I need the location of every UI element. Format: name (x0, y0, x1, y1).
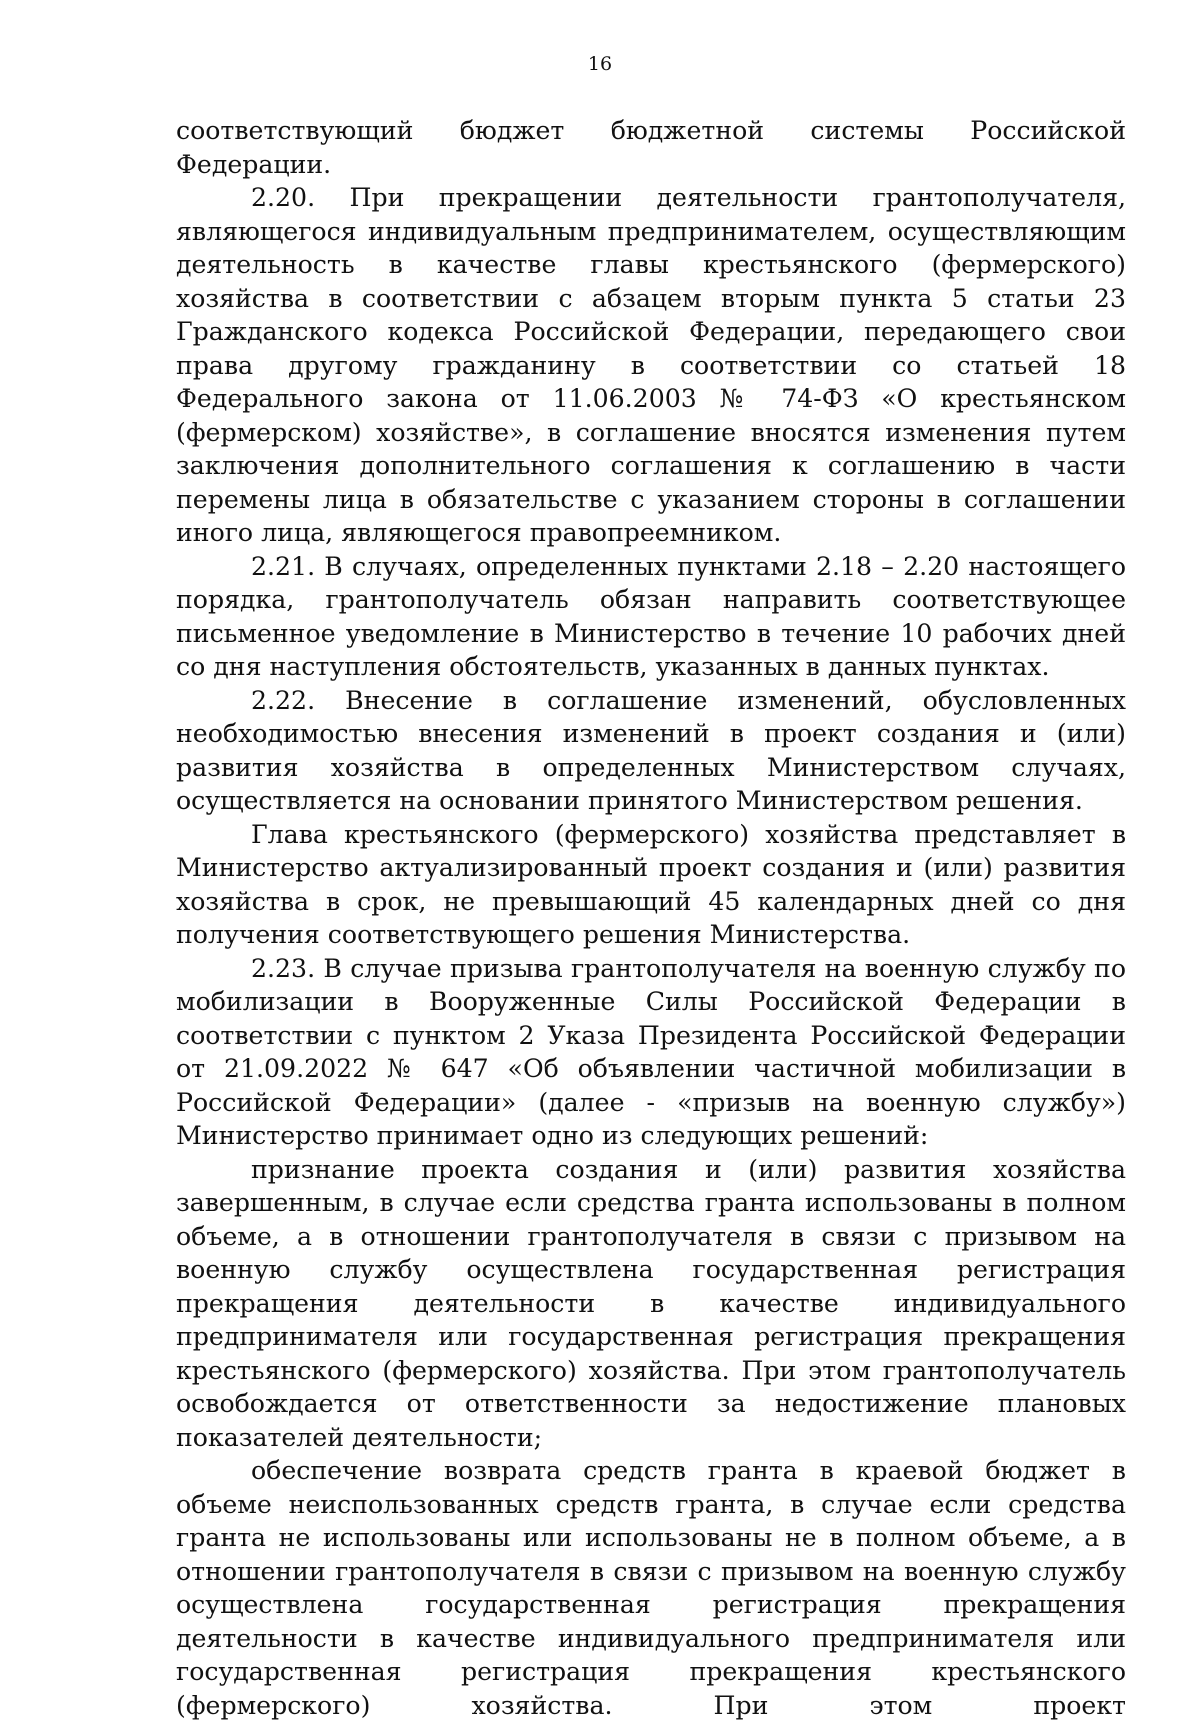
page-number: 16 (587, 53, 613, 75)
paragraph-2-20: 2.20. При прекращении деятельности грантополучателя, являющегося индивидуальным предпринимателем, осуществляющим деятельность в качестве главы крестьянского (фермерского) хозяйства в соответствии с абзацем вторым пункта 5 статьи 23 Гражданского кодекса Российской Федерации, передающего свои права другому гражданину в соответствии со статьей 18 Федерального закона от 11.06.2003 № 74-ФЗ «О крестьянском (фермерском) хозяйстве», в соглашение вносятся изменения путем заключения дополнительного соглашения к соглашению в части перемены лица в обязательстве с указанием стороны в соглашении иного лица, являющегося правопреемником. (176, 183, 1126, 547)
paragraph-2-21: 2.21. В случаях, определенных пунктами 2.18 – 2.20 настоящего порядка, грантополучатель обязан направить соответствующее письменное уведомление в Министерство в течение 10 рабочих дней со дня наступления обстоятельств, указанных в данных пунктах. (176, 551, 1126, 681)
paragraph-decision-refund: обеспечение возврата средств гранта в краевой бюджет в объеме неиспользованных средств гранта, в случае если средства гранта не использованы или использованы не в полном объеме, а в отношении грантополучателя в связи с призывом на военную службу осуществлена государственная регистрация прекращения деятельности в качестве индивидуального предпринимателя или государственная регистрация прекращения крестьянского (фермерского) хозяйства. При этом проект (176, 1456, 1126, 1720)
paragraph-budget-continuation: соответствующий бюджет бюджетной системы Российской Федерации. (176, 116, 1126, 179)
paragraph-decision-completion: признание проекта создания и (или) развития хозяйства завершенным, в случае если средства гранта использованы в полном объеме, а в отношении грантополучателя в связи с призывом на военную службу осуществлена государственная регистрация прекращения деятельности в качестве индивидуального предпринимателя или государственная регистрация прекращения крестьянского (фермерского) хозяйства. При этом грантополучатель освобождается от ответственности за недостижение плановых показателей деятельности; (176, 1154, 1126, 1452)
document-body (176, 114, 1126, 1722)
paragraph-2-23: 2.23. В случае призыва грантополучателя на военную службу по мобилизации в Вооруженные Силы Российской Федерации в соответствии с пунктом 2 Указа Президента Российской Федерации от 21.09.2022 № 647 «Об объявлении частичной мобилизации в Российской Федерации» (далее - «призыв на военную службу») Министерство принимает одно из следующих решений: (176, 953, 1126, 1150)
paragraph-2-22: 2.22. Внесение в соглашение изменений, обусловленных необходимостью внесения изменений в проект создания и (или) развития хозяйства в определенных Министерством случаях, осуществляется на основании принятого Министерством решения. (176, 685, 1126, 815)
paragraph-project-update: Глава крестьянского (фермерского) хозяйства представляет в Министерство актуализированный проект создания и (или) развития хозяйства в срок, не превышающий 45 календарных дней со дня получения соответствующего решения Министерства. (176, 819, 1126, 949)
